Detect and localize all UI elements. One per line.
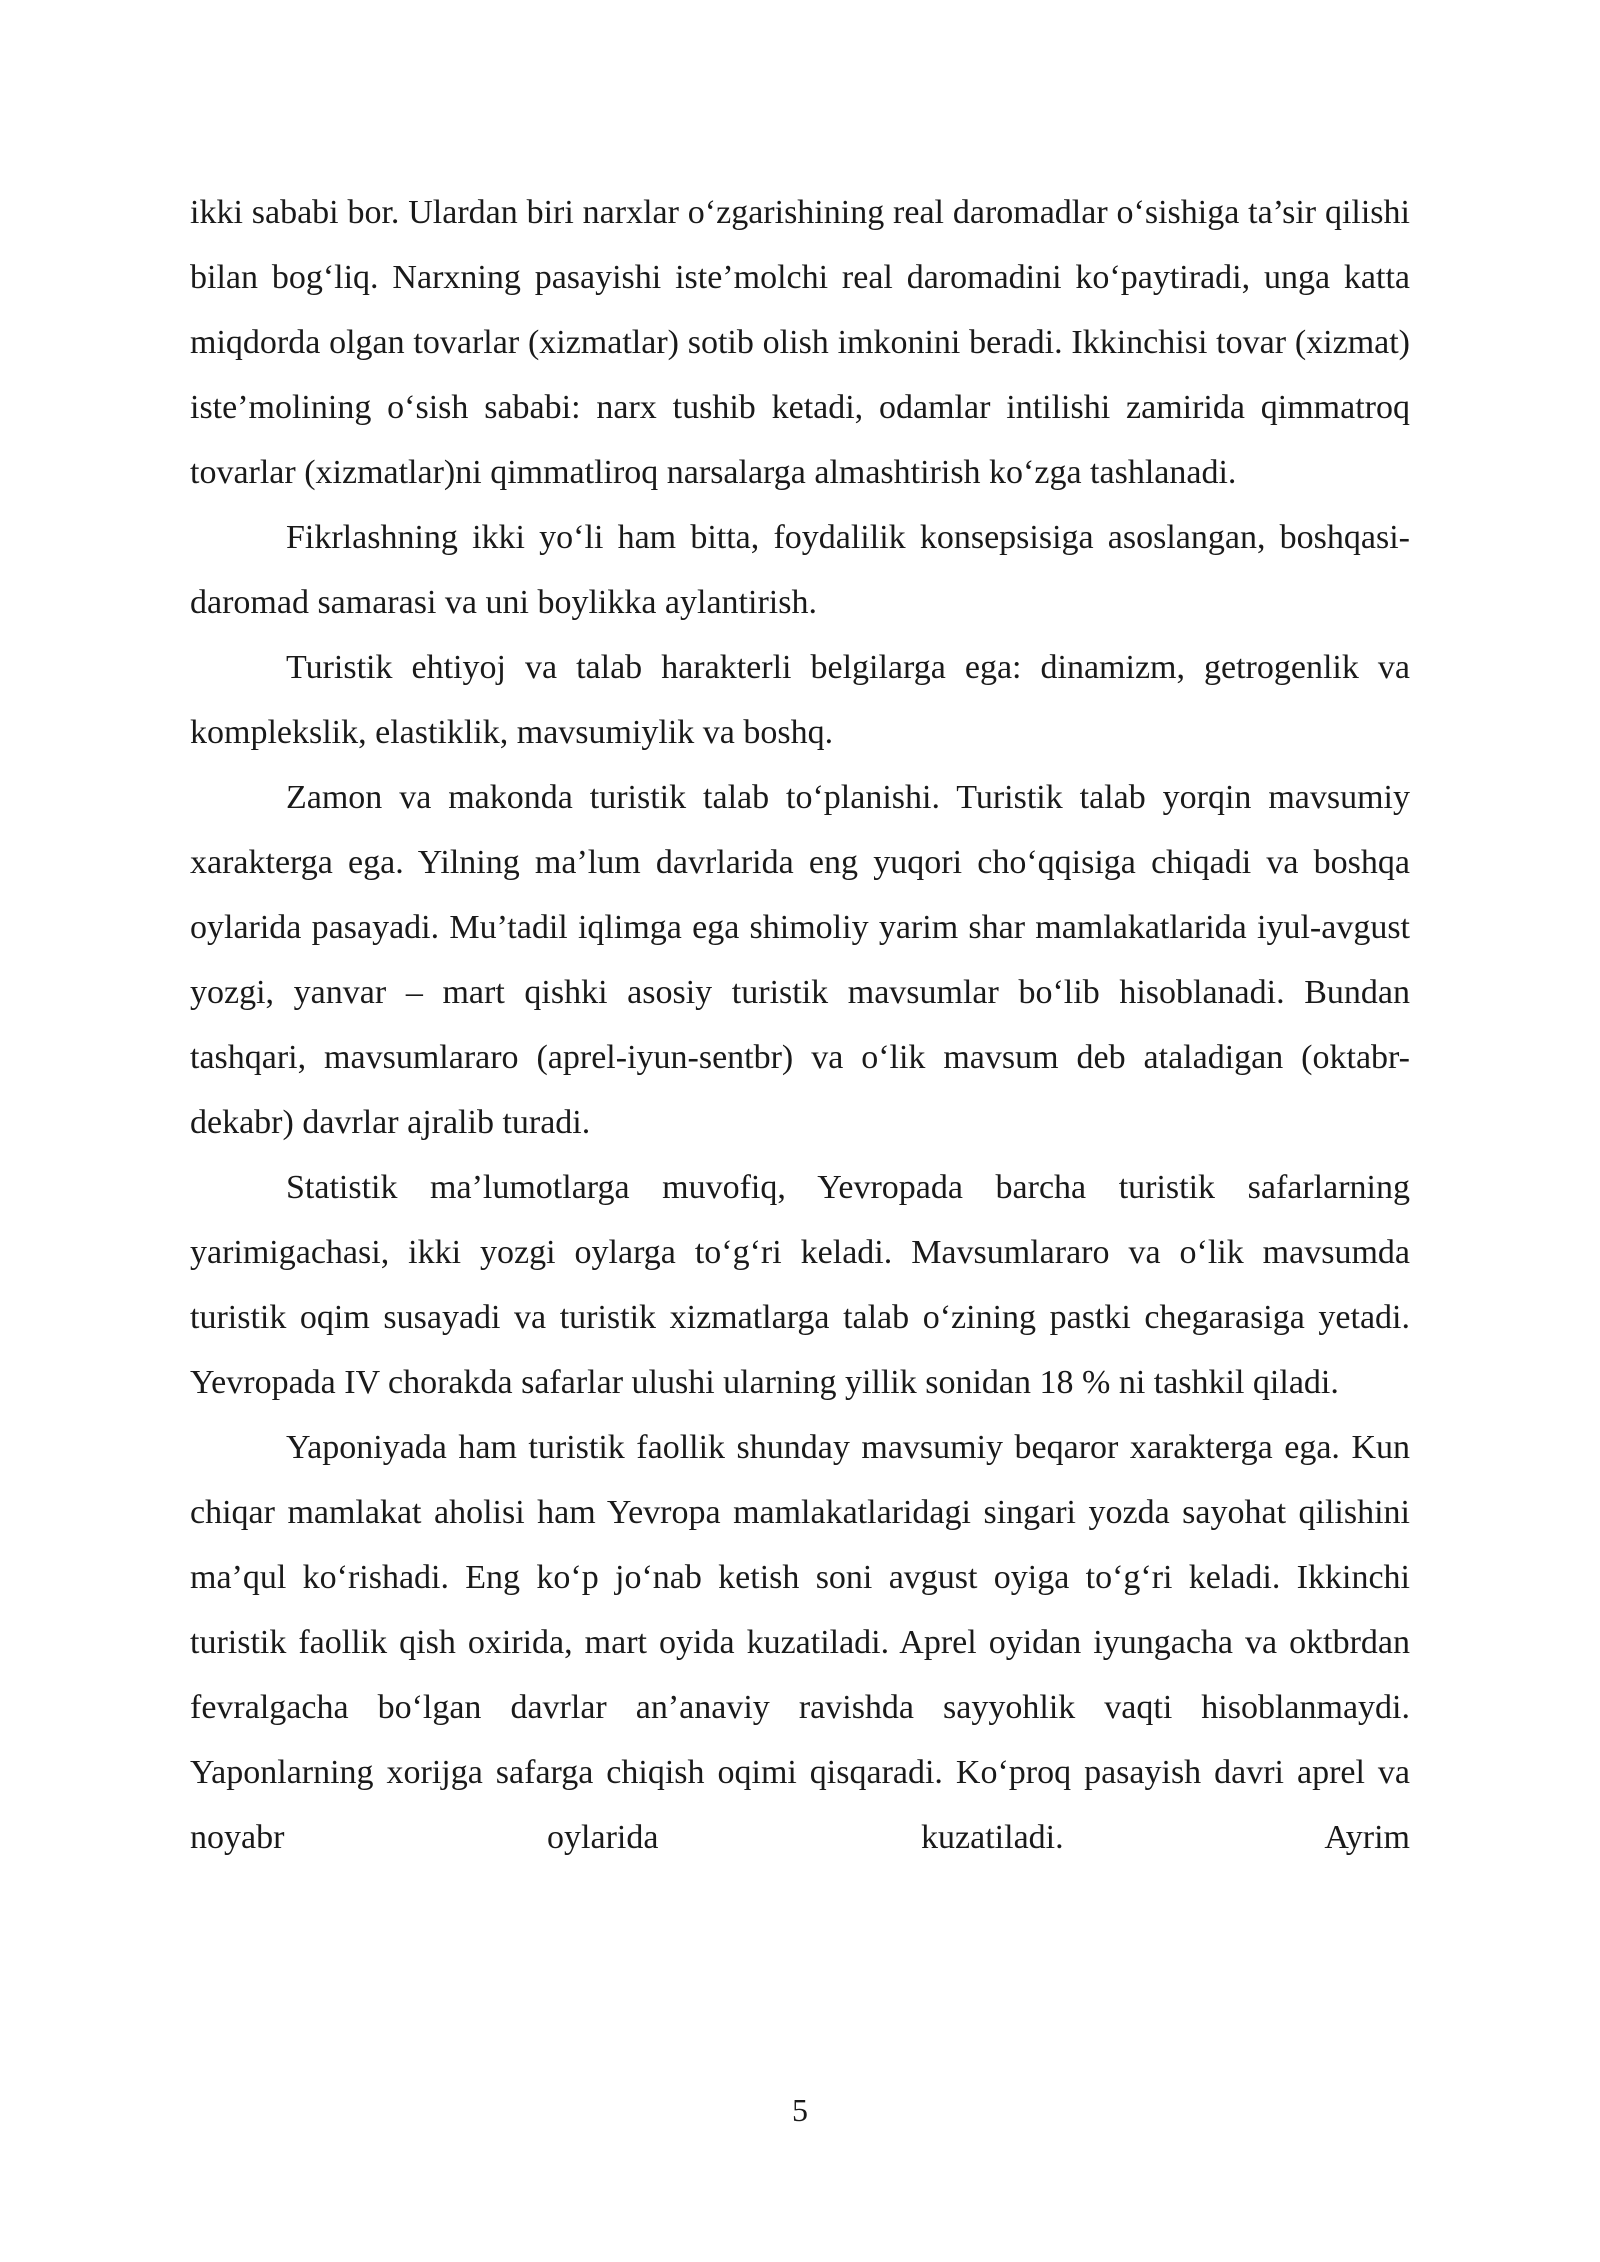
- body-text: [190, 180, 1410, 1870]
- paragraph-turistik-ehtiyoj: Turistik ehtiyoj va talab harakterli belgilarga ega: dinamizm, getrogenlik va komplekslik, elastiklik, mavsumiylik va boshq.: [190, 649, 1410, 751]
- paragraph-continuation: ikki sababi bor. Ulardan biri narxlar o‘zgarishining real daromadlar o‘sishiga ta’sir qilishi bilan bog‘liq. Narxning pasayishi iste’molchi real daromadini ko‘paytiradi, unga katta miqdorda olgan tovarlar (xizmatlar) sotib olish imkonini beradi. Ikkinchisi tovar (xizmat) iste’molining o‘sish sababi: narx tushib ketadi, odamlar intilishi zamirida qimmatroq tovarlar (xizmatlar)ni qimmatliroq narsalarga almashtirish ko‘zga tashlanadi.: [190, 194, 1410, 491]
- paragraph-statistik: Statistik ma’lumotlarga muvofiq, Yevropada barcha turistik safarlarning yarimigachasi, ikki yozgi oylarga to‘g‘ri keladi. Mavsumlararo va o‘lik mavsumda turistik oqim susayadi va turistik xizmatlarga talab o‘zining pastki chegarasiga yetadi. Yevropada IV chorakda safarlar ulushi ularning yillik sonidan 18 % ni tashkil qiladi.: [190, 1169, 1410, 1401]
- paragraph-zamon-makon: Zamon va makonda turistik talab to‘planishi. Turistik talab yorqin mavsumiy xarakterga ega. Yilning ma’lum davrlarida eng yuqori cho‘qqisiga chiqadi va boshqa oylarida pasayadi. Mu’tadil iqlimga ega shimoliy yarim shar mamlakatlarida iyul-avgust yozgi, yanvar – mart qishki asosiy turistik mavsumlar bo‘lib hisoblanadi. Bundan tashqari, mavsumlararo (aprel-iyun-sentbr) va o‘lik mavsum deb ataladigan (oktabr-dekabr) davrlar ajralib turadi.: [190, 779, 1410, 1141]
- page-number: 5: [792, 2092, 808, 2128]
- paragraph-yaponiya: Yaponiyada ham turistik faollik shunday mavsumiy beqaror xarakterga ega. Kun chiqar mamlakat aholisi ham Yevropa mamlakatlaridagi singari yozda sayohat qilishini ma’qul ko‘rishadi. Eng ko‘p jo‘nab ketish soni avgust oyiga to‘g‘ri keladi. Ikkinchi turistik faollik qish oxirida, mart oyida kuzatiladi. Aprel oyidan iyungacha va oktbrdan fevralgacha bo‘lgan davrlar an’anaviy ravishda sayyohlik vaqti hisoblanmaydi. Yaponlarning xorijga safarga chiqish oqimi qisqaradi. Ko‘proq pasayish davri aprel va noyabr oylarida kuzatiladi. Ayrim: [190, 1429, 1410, 1856]
- paragraph-fikrlash: Fikrlashning ikki yo‘li ham bitta, foydalilik konsepsisiga asoslangan, boshqasi-daromad samarasi va uni boylikka aylantirish.: [190, 519, 1410, 621]
